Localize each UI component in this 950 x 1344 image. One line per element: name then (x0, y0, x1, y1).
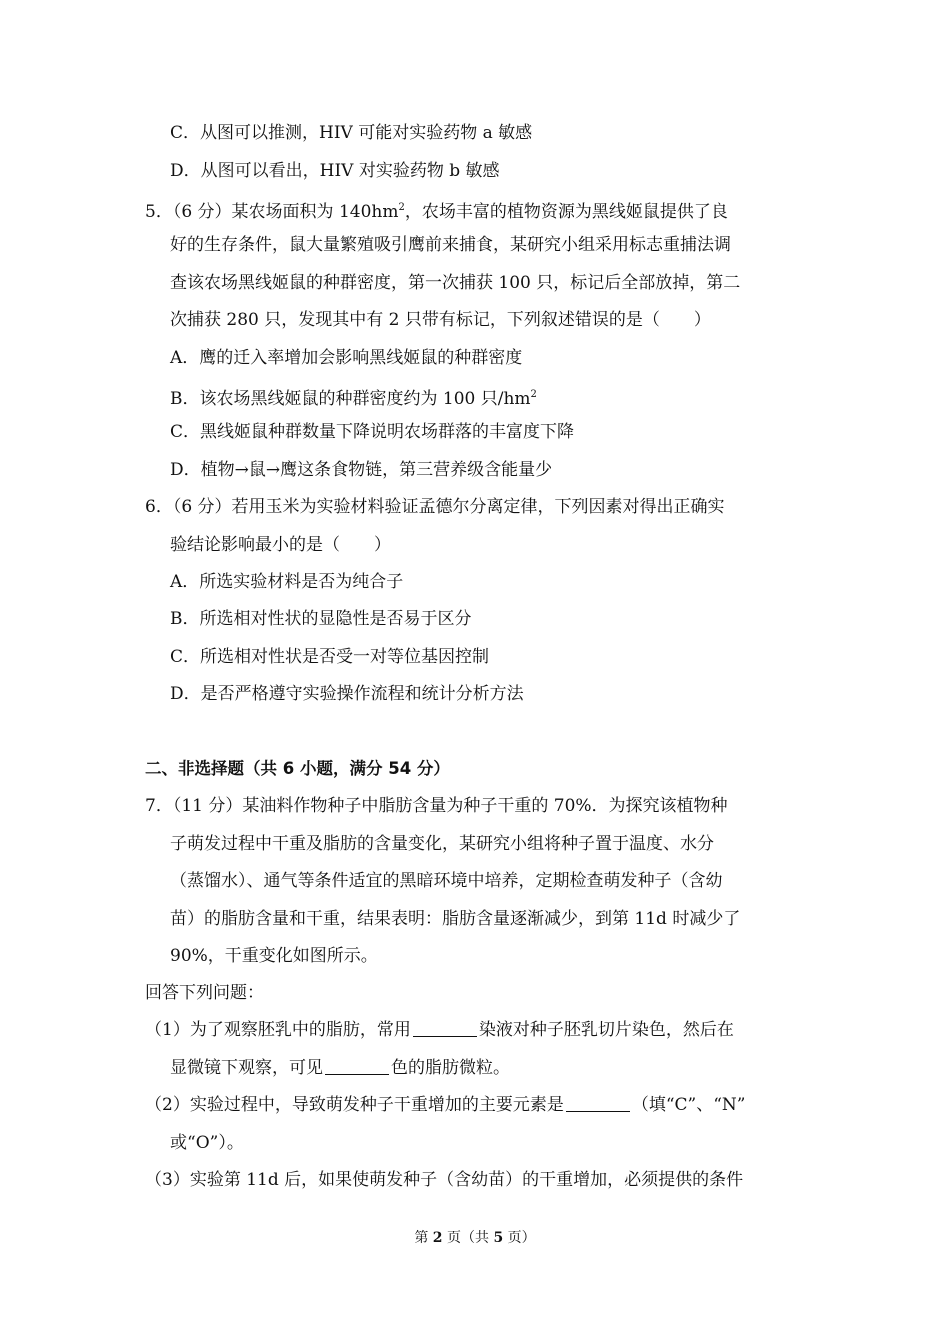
q6-stem-line1: 6．（6 分）若用玉米为实验材料验证孟德尔分离定律，下列因素对得出正确实 (145, 497, 725, 517)
section-heading: 二、非选择题（共 6 小题，满分 54 分） (145, 759, 450, 778)
q6-option-b: B．所选相对性状的显隐性是否易于区分 (170, 609, 472, 629)
q7-sub3-line1: （3）实验第 11d 后，如果使萌发种子（含幼苗）的干重增加，必须提供的条件 (145, 1170, 744, 1190)
q7-stem-line2: 子萌发过程中干重及脂肪的含量变化，某研究小组将种子置于温度、水分 (170, 834, 714, 854)
page-footer: 第 2 页（共 5 页） (414, 1230, 536, 1246)
page-number: 2 (432, 1230, 443, 1246)
q5-option-d: D．植物→鼠→鹰这条食物链，第三营养级含能量少 (170, 460, 553, 480)
q5-option-c: C．黑线姬鼠种群数量下降说明农场群落的丰富度下降 (170, 422, 575, 442)
q7-sub2-line1: （2）实验过程中，导致萌发种子干重增加的主要元素是 （填“C”、“N” (145, 1095, 746, 1115)
answer-blank[interactable] (413, 1019, 477, 1037)
q7-prompt: 回答下列问题： (145, 983, 264, 1003)
q7-sub1-line1: （1）为了观察胚乳中的脂肪，常用 染液对种子胚乳切片染色，然后在 (145, 1020, 734, 1040)
q7-stem-line3: （蒸馏水）、通气等条件适宜的黑暗环境中培养，定期检查萌发种子（含幼 (170, 871, 723, 891)
q7-stem-line1: 7．（11 分）某油料作物种子中脂肪含量为种子干重的 70%．为探究该植物种 (145, 796, 728, 816)
q7-sub1-line2: 显微镜下观察，可见 色的脂肪微粒。 (170, 1058, 510, 1078)
q7-stem-line4: 苗）的脂肪含量和干重，结果表明：脂肪含量逐渐减少，到第 11d 时减少了 (170, 909, 741, 929)
q6-option-d: D．是否严格遵守实验操作流程和统计分析方法 (170, 684, 524, 704)
q7-stem-line5: 90%，干重变化如图所示。 (170, 946, 378, 966)
page-total: 5 (493, 1230, 504, 1246)
q6-option-a: A．所选实验材料是否为纯合子 (170, 572, 404, 592)
q5-option-a: A．鹰的迁入率增加会影响黑线姬鼠的种群密度 (170, 348, 523, 368)
q6-option-c: C．所选相对性状是否受一对等位基因控制 (170, 647, 490, 667)
q5-stem-line3: 查该农场黑线姬鼠的种群密度，第一次捕获 100 只，标记后全部放掉，第二 (170, 273, 741, 293)
q5-stem-line1: 5．（6 分）某农场面积为 $140hm^2$，农场丰富的植物资源为黑线姬鼠提供了良 (145, 202, 728, 222)
q4-option-d: D．从图可以看出，HIV 对实验药物 b 敏感 (170, 161, 500, 181)
q7-sub2-line2: 或“O”）。 (170, 1133, 244, 1153)
answer-blank[interactable] (325, 1057, 389, 1075)
q5-option-b: B．该农场黑线姬鼠的种群密度约为 100 只$/hm^2$ (170, 389, 537, 409)
q4-option-c: C．从图可以推测，HIV 可能对实验药物 a 敏感 (170, 123, 533, 143)
answer-blank[interactable] (566, 1094, 630, 1112)
q5-stem-line4: 次捕获 280 只，发现其中有 2 只带有标记，下列叙述错误的是（ ） (170, 310, 711, 330)
q6-stem-line2: 验结论影响最小的是（ ） (170, 535, 391, 555)
q5-stem-line2: 好的生存条件，鼠大量繁殖吸引鹰前来捕食，某研究小组采用标志重捕法调 (170, 235, 731, 255)
